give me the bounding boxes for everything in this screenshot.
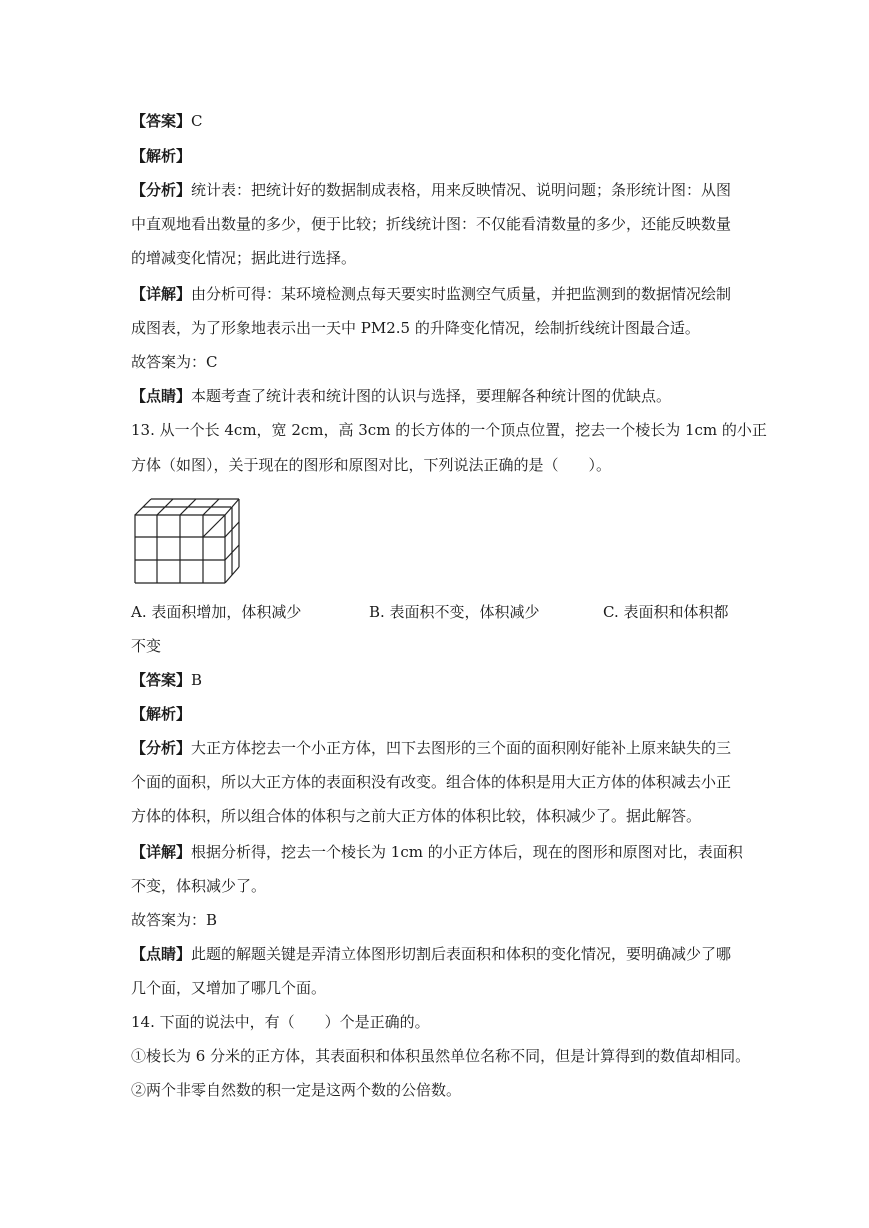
q12-jiexi-heading-bracket: 【解析】 (131, 147, 192, 165)
q13-jiexi-heading (131, 704, 741, 724)
q12-fenxi-line-2: 中直观地看出数量的多少，便于比较；折线统计图：不仅能看清数量的多少，还能反映数量 (131, 215, 732, 233)
q13-option-b: B. 表面积不变，体积减少 (369, 603, 540, 621)
q13-dianjing-text-1: 此题的解题关键是弄清立体图形切割后表面积和体积的变化情况，要明确减少了哪 (191, 945, 732, 963)
q13-stem-line-2: 方体（如图），关于现在的图形和原图对比，下列说法正确的是（ ）。 (131, 456, 612, 474)
q12-dianjing-tag: 【点睛】 (131, 387, 192, 405)
q12-xiangjie-line-1 (131, 284, 741, 304)
q12-fenxi-text-1: 统计表：把统计好的数据制成表格，用来反映情况、说明问题；条形统计图：从图 (191, 181, 732, 199)
q12-dianjing-line-1 (131, 386, 741, 406)
q12-jiexi-heading (131, 146, 741, 166)
q13-dianjing-line-1 (131, 944, 741, 964)
q12-answer: 【答案】C (131, 112, 203, 130)
q13-xiangjie-line-2: 不变，体积减少了。 (131, 877, 267, 895)
cuboid-figure (131, 495, 241, 585)
q13-fenxi-tag: 【分析】 (131, 739, 192, 757)
q13-option-a: A. 表面积增加，体积减少 (131, 603, 302, 621)
q12-xiangjie-line-2: 成图表，为了形象地表示出一天中 PM2.5 的升降变化情况，绘制折线统计图最合适。 (131, 319, 700, 337)
q13-xiangjie-tag: 【详解】 (131, 843, 192, 861)
q13-fenxi-text-1: 大正方体挖去一个小正方体，凹下去图形的三个面的面积刚好能补上原来缺失的三 (191, 739, 732, 757)
notch-edge-4 (219, 515, 225, 521)
q13-xiangjie-text-1: 根据分析得，挖去一个棱长为 1cm 的小正方体后，现在的图形和原图对比，表面积 (191, 843, 743, 861)
front-face-outline-left-top (135, 515, 207, 583)
q12-final-answer: 故答案为：C (131, 353, 218, 371)
q12-answer-bracket: 【答案】 (131, 112, 192, 130)
q13-xiangjie-line-1 (131, 842, 741, 862)
q14-stem: 14. 下面的说法中，有（ ）个是正确的。 (131, 1013, 430, 1031)
q13-stem-line-1: 13. 从一个长 4cm，宽 2cm，高 3cm 的长方体的一个顶点位置，挖去一个棱长为 1cm 的小正 (131, 421, 767, 439)
q12-fenxi-line-3: 的增减变化情况；据此进行选择。 (131, 249, 357, 267)
q13-jiexi-heading-bracket: 【解析】 (131, 705, 192, 723)
q14-item-1: ①棱长为 6 分米的正方体，其表面积和体积虽然单位名称不同，但是计算得到的数值却相同。 (131, 1047, 751, 1065)
q13-option-c-line-1: C. 表面积和体积都 (603, 603, 729, 621)
q12-fenxi-line-1 (131, 180, 741, 200)
q13-fenxi-line-1 (131, 738, 741, 758)
q14-item-2: ②两个非零自然数的积一定是这两个数的公倍数。 (131, 1081, 462, 1099)
q13-dianjing-tag: 【点睛】 (131, 945, 192, 963)
q13-answer: 【答案】B (131, 671, 203, 689)
q12-xiangjie-text-1: 由分析可得：某环境检测点每天要实时监测空气质量，并把监测到的数据情况绘制 (191, 285, 732, 303)
q12-dianjing-text-1: 本题考查了统计表和统计图的认识与选择，要理解各种统计图的优缺点。 (191, 387, 672, 405)
q13-fenxi-line-2: 个面的面积，所以大正方体的表面积没有改变。组合体的体积是用大正方体的体积减去小正 (131, 773, 732, 791)
q13-fenxi-line-3: 方体的体积，所以组合体的体积与之前大正方体的体积比较，体积减少了。据此解答。 (131, 807, 702, 825)
q12-xiangjie-tag: 【详解】 (131, 285, 192, 303)
q13-answer-bracket: 【答案】 (131, 671, 192, 689)
q13-final-answer: 故答案为：B (131, 911, 218, 929)
q13-option-c-line-2: 不变 (131, 637, 162, 655)
q12-fenxi-tag: 【分析】 (131, 181, 192, 199)
q13-dianjing-line-2: 几个面，又增加了哪几个面。 (131, 979, 327, 997)
notch-edge-2 (203, 521, 219, 537)
